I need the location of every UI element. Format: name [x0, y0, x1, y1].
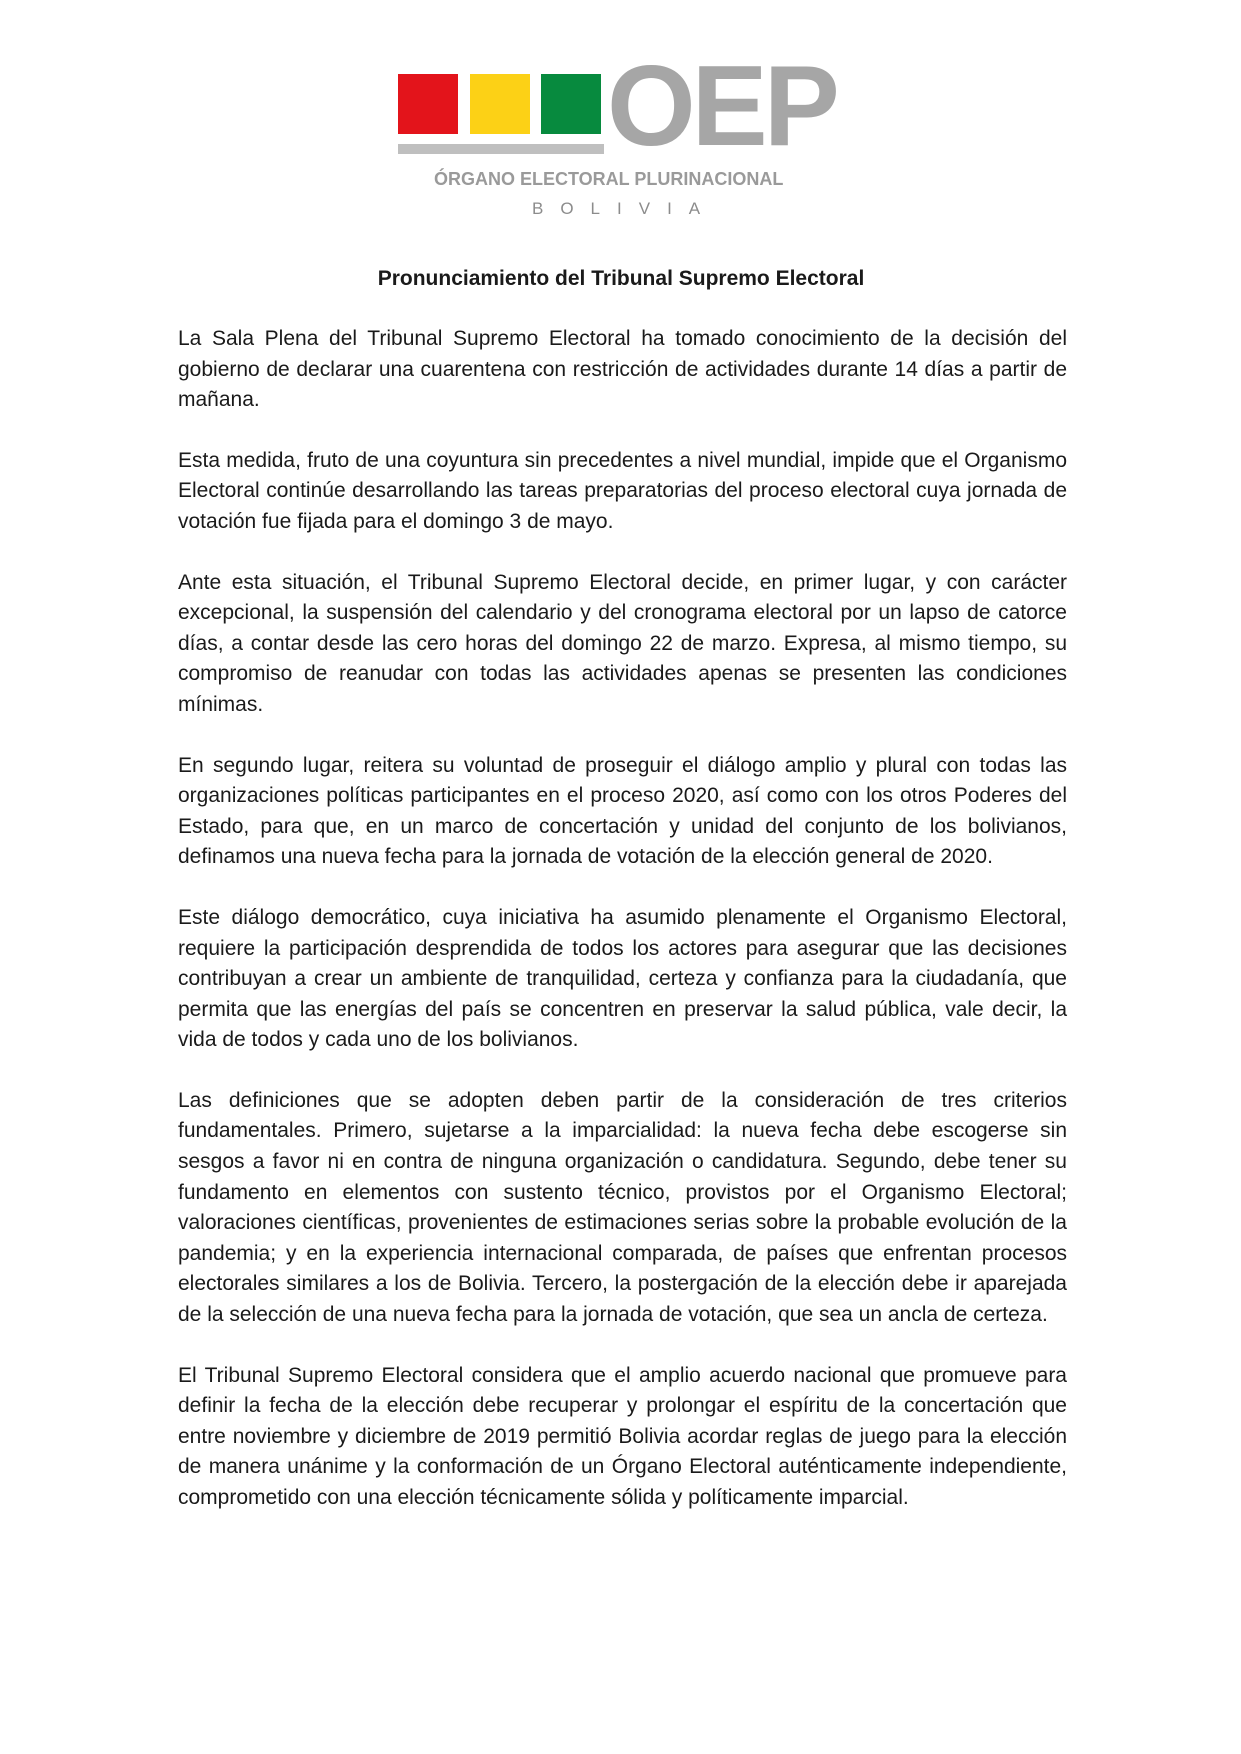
logo-red-square — [398, 74, 458, 134]
paragraph: Ante esta situación, el Tribunal Supremo Electoral decide, en primer lugar, y con carácter excepcional, la suspensión del calendario y del cronograma electoral por un lapso de catorce días, a contar desde las cero horas del domingo 22 de marzo. Expresa, al mismo tiempo, su compromiso de reanudar con todas las actividades apenas se presenten las condiciones mínimas. — [178, 570, 1067, 716]
paragraph: Las definiciones que se adopten deben partir de la consideración de tres criterios fundamentales. Primero, sujetarse a la imparcialidad: la nueva fecha debe escogerse sin sesgos a favor ni en contra de ninguna organización o candidatura. Segundo, debe tener su fundamento en elementos con sustento técnico, provistos por el Organismo Electoral; valoraciones científicas, provenientes de estimaciones serias sobre la probable evolución de la pandemia; y en la experiencia internacional comparada, de países que enfrentan procesos electorales similares a los de Bolivia. Tercero, la postergación de la elección debe ir aparejada de la selección de una nueva fecha para la jornada de votación, que sea un ancla de certeza. — [178, 1088, 1067, 1327]
paragraph: La Sala Plena del Tribunal Supremo Electoral ha tomado conocimiento de la decisión del gobierno de declarar una cuarentena con restricción de actividades durante 14 días a partir de mañana. — [178, 327, 1067, 412]
logo-organization-name: ÓRGANO ELECTORAL PLURINACIONAL — [434, 169, 784, 189]
paragraph: Este diálogo democrático, cuya iniciativa ha asumido plenamente el Organismo Electoral, requiere la participación desprendida de todos los actores para asegurar que las decisiones contribuyan a crear un ambiente de tranquilidad, certeza y confianza para la ciudadanía, que permita que las energías del país se concentren en preservar la salud pública, vale decir, la vida de todos y cada uno de los bolivianos. — [178, 905, 1067, 1052]
logo-green-square — [541, 74, 601, 134]
paragraph: El Tribunal Supremo Electoral considera que el amplio acuerdo nacional que promueve para definir la fecha de la elección debe recuperar y prolongar el espíritu de la concertación que entre noviembre y diciembre de 2019 permitió Bolivia acordar reglas de juego para la elección de manera unánime y la conformación de un Órgano Electoral auténticamente independiente, comprometido con una elección técnicamente sólida y políticamente imparcial. — [178, 1363, 1067, 1509]
logo-yellow-square — [470, 74, 530, 134]
document-body — [178, 324, 1067, 1544]
logo-acronym: OEP — [607, 43, 836, 170]
paragraph: En segundo lugar, reitera su voluntad de proseguir el diálogo amplio y plural con todas las organizaciones políticas participantes en el proceso 2020, así como con los otros Poderes del Estado, para que, en un marco de concertación y unidad del conjunto de los bolivianos, definamos una nueva fecha para la jornada de votación de la elección general de 2020. — [178, 753, 1067, 869]
document-title: Pronunciamiento del Tribunal Supremo Electoral — [377, 267, 865, 290]
logo-country-name: BOLIVIA — [532, 199, 718, 218]
oep-logo — [398, 43, 858, 222]
logo-gray-bar — [398, 144, 604, 154]
paragraph: Esta medida, fruto de una coyuntura sin precedentes a nivel mundial, impide que el Organismo Electoral continúe desarrollando las tareas preparatorias del proceso electoral cuya jornada de votación fue fijada para el domingo 3 de mayo. — [178, 448, 1067, 533]
